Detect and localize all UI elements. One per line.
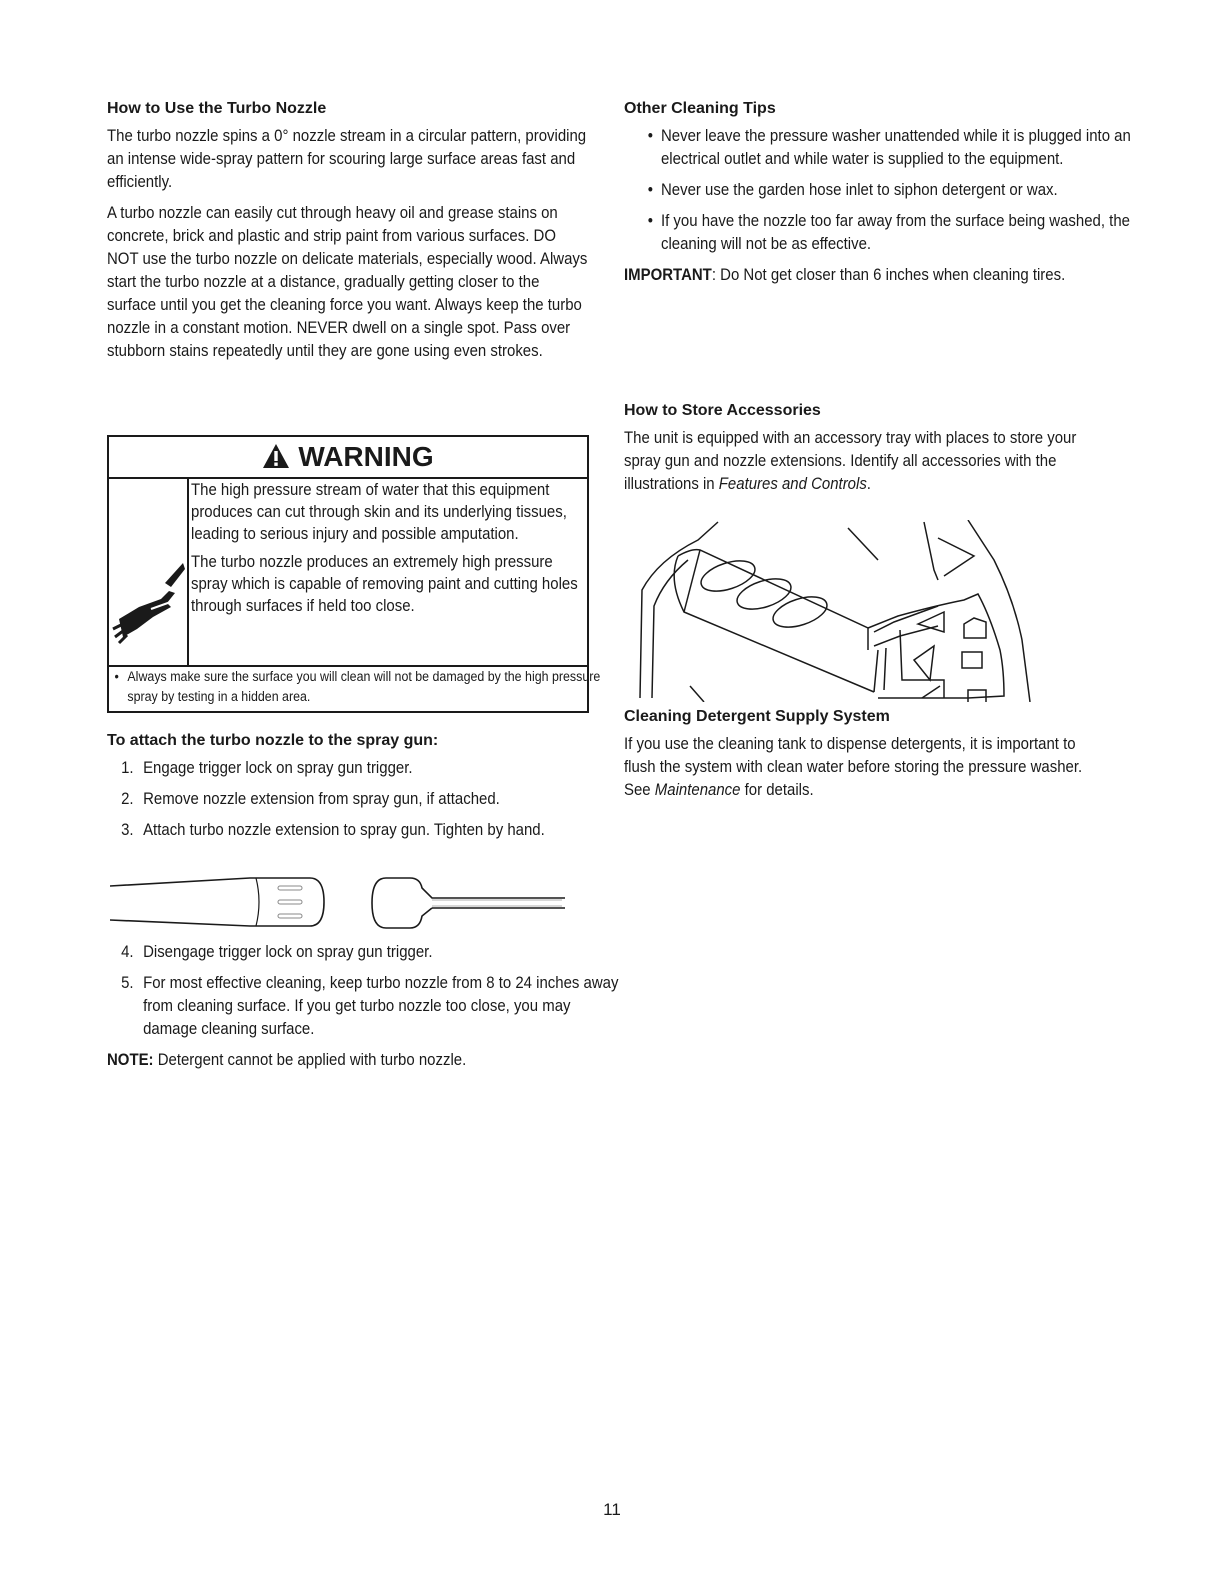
- step-text: Engage trigger lock on spray gun trigger.: [143, 758, 413, 777]
- attach-heading: To attach the turbo nozzle to the spray gun:: [107, 732, 439, 749]
- step-text: For most effective cleaning, keep turbo nozzle from 8 to 24 inches away from cleaning surface. If you get turbo nozzle too close, you may damage cleaning surface.: [143, 973, 619, 1038]
- step-text: Attach turbo nozzle extension to spray gun. Tighten by hand.: [143, 820, 545, 839]
- warning-triangle-icon: [262, 443, 290, 469]
- right-column: [624, 100, 1131, 294]
- note-paragraph: [107, 1048, 590, 1071]
- tip-item: [624, 209, 1144, 255]
- hand-injury-icon: [109, 479, 185, 667]
- detergent-heading: Cleaning Detergent Supply System: [624, 708, 890, 725]
- note-label: NOTE:: [107, 1050, 154, 1069]
- detergent-text-end: for details.: [740, 780, 814, 799]
- tip-text: Never leave the pressure washer unattended while it is plugged into an electrical outlet and while water is supplied to the equipment.: [660, 126, 1131, 168]
- attach-steps-continued: [107, 940, 619, 1079]
- bullet-icon: •: [647, 126, 653, 145]
- bullet-icon: •: [647, 211, 653, 230]
- store-text-end: .: [866, 474, 871, 493]
- warning-pictogram: [109, 479, 189, 667]
- warning-body: [109, 479, 587, 667]
- step-text: Disengage trigger lock on spray gun trigger.: [143, 942, 433, 961]
- step-number: 5.: [121, 973, 134, 992]
- detergent-section: [624, 708, 1110, 809]
- warning-paragraph-1: The high pressure stream of water that this equipment produces can cut through skin and its underlying tissues, leading to serious injury and possible amputation.: [191, 480, 567, 543]
- step-number: 2.: [121, 789, 134, 808]
- detergent-paragraph: [624, 732, 1107, 801]
- detergent-text-emphasis: Maintenance: [654, 780, 741, 799]
- turbo-nozzle-illustration: [110, 872, 570, 934]
- warning-header: [109, 437, 587, 479]
- important-text: : Do Not get closer than 6 inches when cleaning tires.: [711, 265, 1066, 284]
- warning-paragraph-2: The turbo nozzle produces an extremely high pressure spray which is capable of removing paint and cutting holes through surfaces if held too close.: [191, 552, 578, 615]
- step-item: [107, 787, 626, 810]
- turbo-paragraph-1: The turbo nozzle spins a 0° nozzle stream in a circular pattern, providing an intense wide-spray pattern for scouring large surface areas fast and efficiently.: [107, 126, 587, 191]
- step-item: [107, 971, 626, 1040]
- attach-section: [107, 732, 593, 849]
- step-item: [107, 940, 626, 963]
- step-item: [107, 818, 626, 841]
- step-number: 3.: [121, 820, 134, 839]
- store-accessories-heading: How to Store Accessories: [624, 402, 821, 419]
- store-text: The unit is equipped with an accessory tray with places to store your spray gun and nozzle extensions. Identify all accessories with the illustrations in: [624, 428, 1077, 493]
- warning-text: [191, 479, 583, 623]
- left-column: [107, 100, 593, 370]
- turbo-nozzle-heading: How to Use the Turbo Nozzle: [107, 100, 327, 117]
- warning-title: WARNING: [298, 441, 434, 472]
- warning-footer: [109, 665, 601, 713]
- warning-footer-text: Always make sure the surface you will clean will not be damaged by the high pressure spray by testing in a hidden area.: [127, 669, 601, 704]
- page-number: 11: [603, 1500, 621, 1519]
- important-label: IMPORTANT: [624, 265, 712, 284]
- step-number: 4.: [121, 942, 134, 961]
- bullet-icon: •: [647, 180, 653, 199]
- warning-box: [107, 435, 601, 713]
- store-section: [624, 402, 1110, 503]
- bullet-icon: •: [114, 669, 119, 684]
- tip-item: [624, 124, 1144, 170]
- store-paragraph: [624, 426, 1107, 495]
- cleaning-tips-heading: Other Cleaning Tips: [624, 100, 776, 117]
- accessory-tray-illustration: [638, 520, 1038, 702]
- tip-item: [624, 178, 1144, 201]
- important-paragraph: [624, 263, 1107, 286]
- tip-text: Never use the garden hose inlet to siphon detergent or wax.: [660, 180, 1058, 199]
- store-text-emphasis: Features and Controls: [718, 474, 867, 493]
- step-text: Remove nozzle extension from spray gun, if attached.: [143, 789, 500, 808]
- note-text: Detergent cannot be applied with turbo nozzle.: [153, 1050, 467, 1069]
- turbo-paragraph-2: A turbo nozzle can easily cut through heavy oil and grease stains on concrete, brick and plastic and strip paint from various surfaces. DO NOT use the turbo nozzle on delicate materials, especially wood. Always start the turbo nozzle at a distance, gradually getting closer to the surface until you get the cleaning force you want. Always keep the turbo nozzle in a constant motion. NEVER dwell on a single spot. Pass over stubborn stains repeatedly until they are gone using even strokes.: [107, 203, 588, 360]
- step-number: 1.: [121, 758, 134, 777]
- tip-text: If you have the nozzle too far away from the surface being washed, the cleaning will not be as effective.: [660, 211, 1130, 253]
- warning-footer-item: [109, 667, 602, 707]
- detergent-text: If you use the cleaning tank to dispense detergents, it is important to flush the system with clean water before storing the pressure washer. See: [624, 734, 1083, 799]
- step-item: [107, 756, 626, 779]
